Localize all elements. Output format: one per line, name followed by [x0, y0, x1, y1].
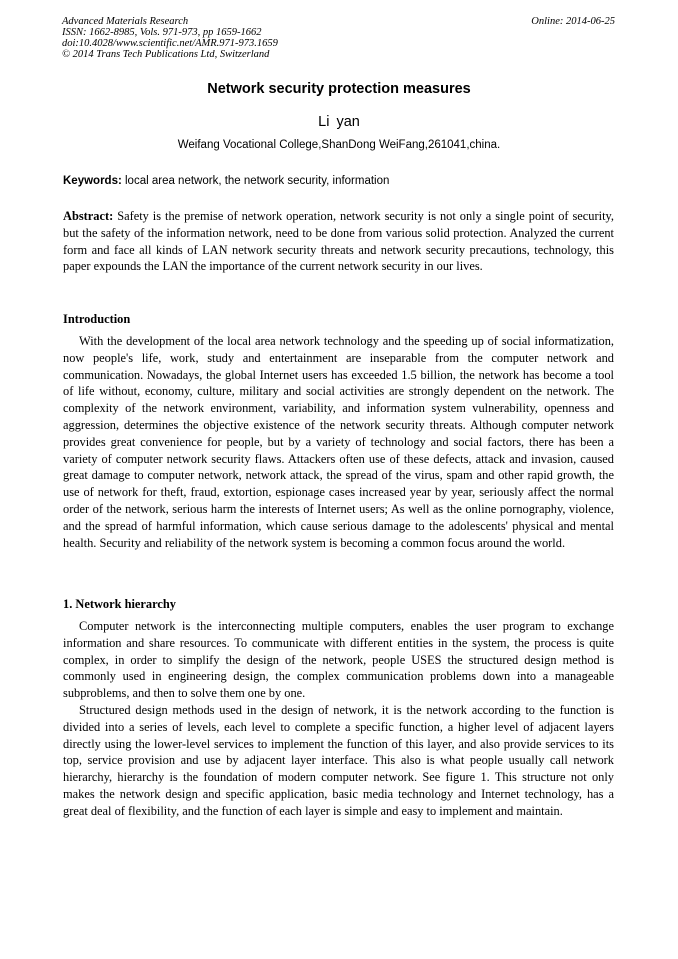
online-date: Online: 2014-06-25	[531, 16, 615, 27]
paper-title: Network security protection measures	[207, 81, 471, 97]
doi-line: doi:10.4028/www.scientific.net/AMR.971-973.1659	[62, 38, 278, 49]
issn-line: ISSN: 1662-8985, Vols. 971-973, pp 1659-1662	[62, 27, 262, 38]
network-hierarchy-heading: 1. Network hierarchy	[63, 597, 176, 611]
abstract-text: Safety is the premise of network operation, network security is not only a single point of security, but the safety of the information network, need to be done from various solid protection. Analyzed the current form and face all kinds of LAN network security threats and network security precautions, technology, this paper expounds the LAN the importance of the current network security in our lives.	[63, 209, 614, 274]
network-hierarchy-paragraph-2: Structured design methods used in the design of network, it is the network according to the function is divided into a series of levels, each level to complete a specific function, a higher level of adjacent layers directly using the lower-level services to implement the function of this layer, and also provide services to its top, service provision and use by adjacent layer interface. This also is what people usually call network hierarchy, hierarchy is the foundation of modern computer network. See figure 1. This structure not only makes the network design and specific application, basic media technology and Internet technology, has a great deal of flexibility, and the function of each layer is simple and easy to implement and maintain.	[63, 703, 614, 818]
keywords	[63, 175, 618, 187]
network-hierarchy-paragraph-1: Computer network is the interconnecting multiple computers, enables the user program to exchange information and share resources. To communicate with different entities in the system, the process is quite complex, in order to simplify the design of the network, people USES the structured design method is commonly used in engineering design, the complex communication problems down into a manageable subproblems, and then to solve them one by one.	[63, 619, 614, 701]
journal-name: Advanced Materials Research	[62, 16, 189, 27]
keywords-text: local area network, the network security, information	[121, 175, 390, 187]
introduction-paragraph: With the development of the local area network technology and the speeding up of social informatization, now people's life, work, study and entertainment are inseparable from the computer network and communication. Nowadays, the global Internet users has exceeded 1.5 billion, the network has become a tool of life without, economy, culture, military and social activities are strongly dependent on the network. The complexity of the network environment, variability, and information system vulnerability, openness and aggression, determines the objective existence of the network security threats. Although computer network provides great convenience for people, but by a variety of technology and social factors, there has been a variety of computer network security flaws. Attackers often use of these defects, attack and invasion, caused great damage to computer network, network attack, the spread of the virus, spam and other rapid growth, the use of network for theft, fraud, extortion, espionage cases increased year by year, seriously affect the normal order of the network, serious harm the interests of Internet users; As well as the online pornography, violence, and the spread of harmful information, which cause serious damage to the adolescents' physical and mental health. Security and reliability of the network system is becoming a common focus around the world.	[63, 334, 614, 550]
introduction-heading: Introduction	[63, 312, 131, 326]
abstract	[63, 208, 614, 275]
author-name: Li yan	[318, 114, 360, 130]
copyright-line: © 2014 Trans Tech Publications Ltd, Switzerland	[62, 49, 270, 60]
abstract-label: Abstract:	[63, 209, 114, 223]
affiliation: Weifang Vocational College,ShanDong WeiFang,261041,china.	[177, 139, 501, 151]
journal-header	[62, 16, 482, 60]
keywords-label: Keywords:	[63, 175, 122, 187]
